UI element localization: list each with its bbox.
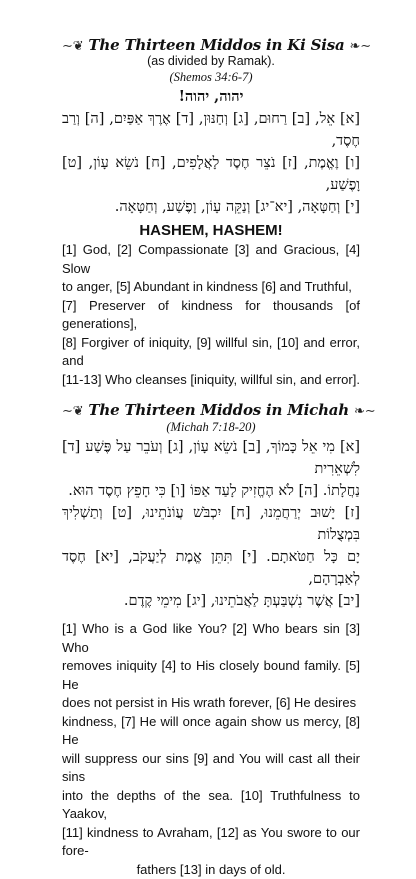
ornament-left-icon: ∼❦	[62, 404, 83, 419]
english-line: kindness, [7] He will once again show us mercy, [8] He	[62, 713, 360, 750]
english-line: [1] God, [2] Compassionate [3] and Gracious, [4] Slow	[62, 241, 360, 278]
english-line: into the depths of the sea. [10] Truthfulness to Yaakov,	[62, 787, 360, 824]
hebrew-line: [י] וְחַטָּאָה, [יא־יג] וְנַקֵּה עָוֹן, וָפֶשַׁע, וְחַטָּאָה.	[62, 196, 360, 218]
english-line: [8] Forgiver of iniquity, [9] willful sin, [10] and error, and	[62, 334, 360, 371]
title-text: The Thirteen Middos in Ki Sisa	[88, 36, 344, 54]
english-line: [11] kindness to Avraham, [12] as You swore to our fore-	[62, 824, 360, 861]
section-title-ki-sisa	[62, 36, 360, 54]
hebrew-line: [ז] יָשׁוּב יְרַחֲמֵנוּ, [ח] יִכְבֹּשׁ עֲוֹנֹתֵינוּ, [ט] וְתַשְׁלִיךְ בִּמְצֻלוֹת	[62, 502, 360, 546]
source-reference: (Shemos 34:6-7)	[62, 69, 360, 86]
english-line: to anger, [5] Abundant in kindness [6] and Truthful,	[62, 278, 360, 297]
english-heading: HASHEM, HASHEM!	[62, 221, 360, 241]
hebrew-verse-block	[62, 436, 360, 612]
ornament-left-icon: ∼❦	[62, 39, 83, 54]
english-translation-block	[62, 241, 360, 389]
english-line: fathers [13] in days of old.	[62, 861, 360, 879]
hebrew-line: [ו] וֶאֱמֶת, [ז] נֹצֵר חֶסֶד לָאֲלָפִים, [ח] נֹשֵׂא עָוֹן, [ט] וָפֶשַׁע,	[62, 152, 360, 196]
english-line: removes iniquity [4] to His closely bound family. [5] He	[62, 657, 360, 694]
english-line: [11-13] Who cleanses [iniquity, willful sin, and error].	[62, 371, 360, 390]
section-title-michah	[62, 401, 360, 419]
hebrew-line: נַחֲלָתוֹ. [ה] לֹא הֶחֱזִיק לָעַד אַפּוֹ [ו] כִּי חָפֵץ חֶסֶד הוּא.	[62, 480, 360, 502]
title-text: The Thirteen Middos in Michah	[88, 401, 349, 419]
hebrew-line: יָם כָּל חַטֹּאתָם. [י] תִּתֵּן אֱמֶת לְיַעֲקֹב, [יא] חֶסֶד לְאַבְרָהָם,	[62, 546, 360, 590]
ornament-right-icon: ❧∼	[354, 404, 375, 419]
source-reference: (Michah 7:18-20)	[62, 419, 360, 436]
ornament-right-icon: ❧∼	[350, 39, 371, 54]
english-line: will suppress our sins [9] and You will cast all their sins	[62, 750, 360, 787]
hebrew-line: [יב] אֲשֶׁר נִשְׁבַּעְתָּ לַאֲבֹתֵינוּ, [יג] מִימֵי קֶדֶם.	[62, 590, 360, 612]
english-line: [7] Preserver of kindness for thousands [of generations],	[62, 297, 360, 334]
english-line: does not persist in His wrath forever, [6] He desires	[62, 694, 360, 713]
hebrew-heading: יהוה, יהוה!	[62, 86, 360, 108]
hebrew-verse-block	[62, 108, 360, 218]
subtitle: (as divided by Ramak).	[62, 54, 360, 69]
hebrew-line: [א] מִי אֵל כָּמוֹךָ, [ב] נֹשֵׂא עָוֹן, [ג] וְעֹבֵר עַל פֶּשַׁע [ד] לִשְׁאֵרִית	[62, 436, 360, 480]
english-line: [1] Who is a God like You? [2] Who bears sin [3] Who	[62, 620, 360, 657]
english-translation-block	[62, 620, 360, 879]
hebrew-line: [א] אֵל, [ב] רַחוּם, [ג] וְחַנּוּן, [ד] אֶרֶךְ אַפַּיִם, [ה] וְרַב חֶסֶד,	[62, 108, 360, 152]
